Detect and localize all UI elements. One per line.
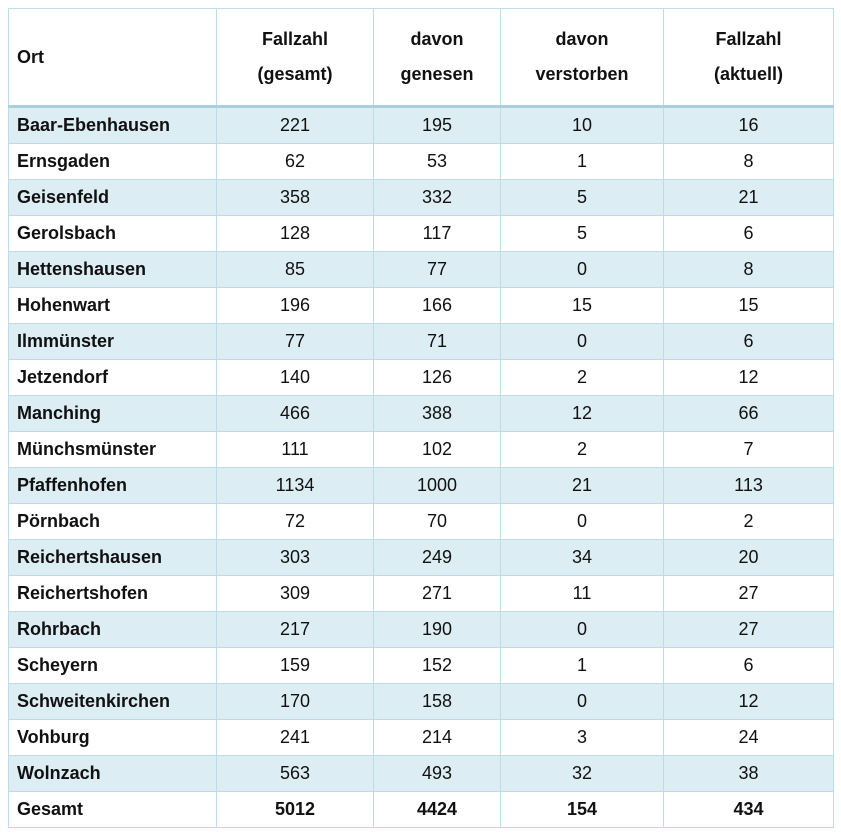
cell-fallzahl-gesamt: 62 (217, 144, 374, 180)
cell-fallzahl-aktuell: 27 (664, 612, 834, 648)
cell-genesen: 152 (374, 648, 501, 684)
cell-ort: Jetzendorf (9, 360, 217, 396)
cell-genesen: 195 (374, 107, 501, 144)
cell-ort: Hohenwart (9, 288, 217, 324)
table-row (9, 288, 834, 324)
header-line1: davon (410, 29, 464, 49)
cell-ort: Wolnzach (9, 756, 217, 792)
cell-fallzahl-aktuell: 24 (664, 720, 834, 756)
cell-fallzahl-gesamt: 303 (217, 540, 374, 576)
cell-genesen: 214 (374, 720, 501, 756)
cell-genesen: 117 (374, 216, 501, 252)
cell-fallzahl-aktuell: 7 (664, 432, 834, 468)
table-row (9, 360, 834, 396)
table-row (9, 180, 834, 216)
table-row (9, 612, 834, 648)
cell-fallzahl-gesamt: 1134 (217, 468, 374, 504)
cell-fallzahl-aktuell: 21 (664, 180, 834, 216)
cell-verstorben: 1 (501, 144, 664, 180)
cell-genesen: 71 (374, 324, 501, 360)
cell-fallzahl-aktuell: 38 (664, 756, 834, 792)
header-ort (9, 9, 217, 107)
cell-verstorben: 0 (501, 324, 664, 360)
cell-verstorben: 5 (501, 180, 664, 216)
cell-fallzahl-gesamt: 309 (217, 576, 374, 612)
cell-fallzahl-aktuell: 12 (664, 360, 834, 396)
cell-ort: Reichertshausen (9, 540, 217, 576)
cell-ort: Münchsmünster (9, 432, 217, 468)
cell-genesen: 70 (374, 504, 501, 540)
header-fallzahl-aktuell (664, 9, 834, 107)
cell-fallzahl-aktuell: 6 (664, 324, 834, 360)
table-row (9, 252, 834, 288)
cell-genesen: 77 (374, 252, 501, 288)
header-line2: verstorben (535, 64, 629, 84)
cell-fallzahl-aktuell: 27 (664, 576, 834, 612)
cell-verstorben: 34 (501, 540, 664, 576)
total-cell-ort: Gesamt (9, 792, 217, 828)
cell-fallzahl-gesamt: 85 (217, 252, 374, 288)
cell-fallzahl-aktuell: 12 (664, 684, 834, 720)
cell-fallzahl-aktuell: 16 (664, 107, 834, 144)
table-row (9, 648, 834, 684)
cell-genesen: 126 (374, 360, 501, 396)
cell-fallzahl-gesamt: 77 (217, 324, 374, 360)
cell-fallzahl-aktuell: 66 (664, 396, 834, 432)
cell-fallzahl-gesamt: 111 (217, 432, 374, 468)
cell-verstorben: 0 (501, 252, 664, 288)
cell-fallzahl-gesamt: 140 (217, 360, 374, 396)
total-cell-genesen: 4424 (374, 792, 501, 828)
cell-ort: Vohburg (9, 720, 217, 756)
cell-fallzahl-aktuell: 113 (664, 468, 834, 504)
cell-ort: Geisenfeld (9, 180, 217, 216)
cell-fallzahl-gesamt: 358 (217, 180, 374, 216)
table-row (9, 468, 834, 504)
table-row (9, 576, 834, 612)
cell-ort: Hettenshausen (9, 252, 217, 288)
cell-genesen: 166 (374, 288, 501, 324)
table-header (9, 9, 834, 107)
header-line2: (gesamt) (257, 64, 333, 84)
header-line2: (aktuell) (713, 64, 783, 84)
cell-verstorben: 0 (501, 684, 664, 720)
cell-verstorben: 15 (501, 288, 664, 324)
cell-fallzahl-gesamt: 563 (217, 756, 374, 792)
header-line2: genesen (400, 64, 474, 84)
cell-verstorben: 0 (501, 612, 664, 648)
cell-genesen: 158 (374, 684, 501, 720)
cell-fallzahl-gesamt: 221 (217, 107, 374, 144)
cell-fallzahl-aktuell: 6 (664, 216, 834, 252)
cell-ort: Manching (9, 396, 217, 432)
cell-ort: Reichertshofen (9, 576, 217, 612)
table-body (9, 107, 834, 828)
table-row (9, 540, 834, 576)
total-cell-fallzahl-aktuell: 434 (664, 792, 834, 828)
total-row (9, 792, 834, 828)
total-cell-fallzahl-gesamt: 5012 (217, 792, 374, 828)
cell-fallzahl-aktuell: 6 (664, 648, 834, 684)
cell-verstorben: 12 (501, 396, 664, 432)
cell-genesen: 388 (374, 396, 501, 432)
cell-fallzahl-aktuell: 2 (664, 504, 834, 540)
cell-fallzahl-gesamt: 196 (217, 288, 374, 324)
cell-fallzahl-aktuell: 15 (664, 288, 834, 324)
cell-verstorben: 1 (501, 648, 664, 684)
table-row (9, 107, 834, 144)
cell-verstorben: 0 (501, 504, 664, 540)
table-row (9, 216, 834, 252)
table-row (9, 684, 834, 720)
total-cell-verstorben: 154 (501, 792, 664, 828)
cell-fallzahl-gesamt: 241 (217, 720, 374, 756)
cell-fallzahl-gesamt: 159 (217, 648, 374, 684)
cell-verstorben: 32 (501, 756, 664, 792)
cell-ort: Pörnbach (9, 504, 217, 540)
cell-genesen: 249 (374, 540, 501, 576)
table-row (9, 396, 834, 432)
cell-fallzahl-aktuell: 8 (664, 144, 834, 180)
table-row (9, 432, 834, 468)
header-line1: davon (555, 29, 609, 49)
cell-ort: Gerolsbach (9, 216, 217, 252)
header-davon-verstorben (501, 9, 664, 107)
header-line1: Fallzahl (261, 29, 328, 49)
table-row (9, 756, 834, 792)
header-fallzahl-gesamt (217, 9, 374, 107)
cell-genesen: 102 (374, 432, 501, 468)
cell-verstorben: 5 (501, 216, 664, 252)
table-row (9, 504, 834, 540)
cell-verstorben: 21 (501, 468, 664, 504)
cell-verstorben: 2 (501, 360, 664, 396)
cell-genesen: 190 (374, 612, 501, 648)
table-row (9, 720, 834, 756)
cell-ort: Pfaffenhofen (9, 468, 217, 504)
cell-fallzahl-gesamt: 72 (217, 504, 374, 540)
cell-genesen: 53 (374, 144, 501, 180)
cell-verstorben: 11 (501, 576, 664, 612)
cell-verstorben: 2 (501, 432, 664, 468)
cell-ort: Baar-Ebenhausen (9, 107, 217, 144)
cell-ort: Rohrbach (9, 612, 217, 648)
cell-fallzahl-gesamt: 170 (217, 684, 374, 720)
table-row (9, 144, 834, 180)
cell-ort: Ilmmünster (9, 324, 217, 360)
cell-verstorben: 10 (501, 107, 664, 144)
cell-genesen: 332 (374, 180, 501, 216)
case-table (8, 8, 834, 828)
table-row (9, 324, 834, 360)
cell-ort: Schweitenkirchen (9, 684, 217, 720)
case-table-container (8, 8, 833, 828)
cell-ort: Ernsgaden (9, 144, 217, 180)
cell-ort: Scheyern (9, 648, 217, 684)
cell-fallzahl-gesamt: 128 (217, 216, 374, 252)
cell-verstorben: 3 (501, 720, 664, 756)
cell-fallzahl-gesamt: 217 (217, 612, 374, 648)
cell-genesen: 493 (374, 756, 501, 792)
header-davon-genesen (374, 9, 501, 107)
cell-fallzahl-gesamt: 466 (217, 396, 374, 432)
header-row (9, 9, 834, 107)
header-ort-label: Ort (17, 46, 44, 67)
cell-fallzahl-aktuell: 8 (664, 252, 834, 288)
cell-genesen: 1000 (374, 468, 501, 504)
cell-fallzahl-aktuell: 20 (664, 540, 834, 576)
cell-genesen: 271 (374, 576, 501, 612)
header-line1: Fallzahl (715, 29, 782, 49)
